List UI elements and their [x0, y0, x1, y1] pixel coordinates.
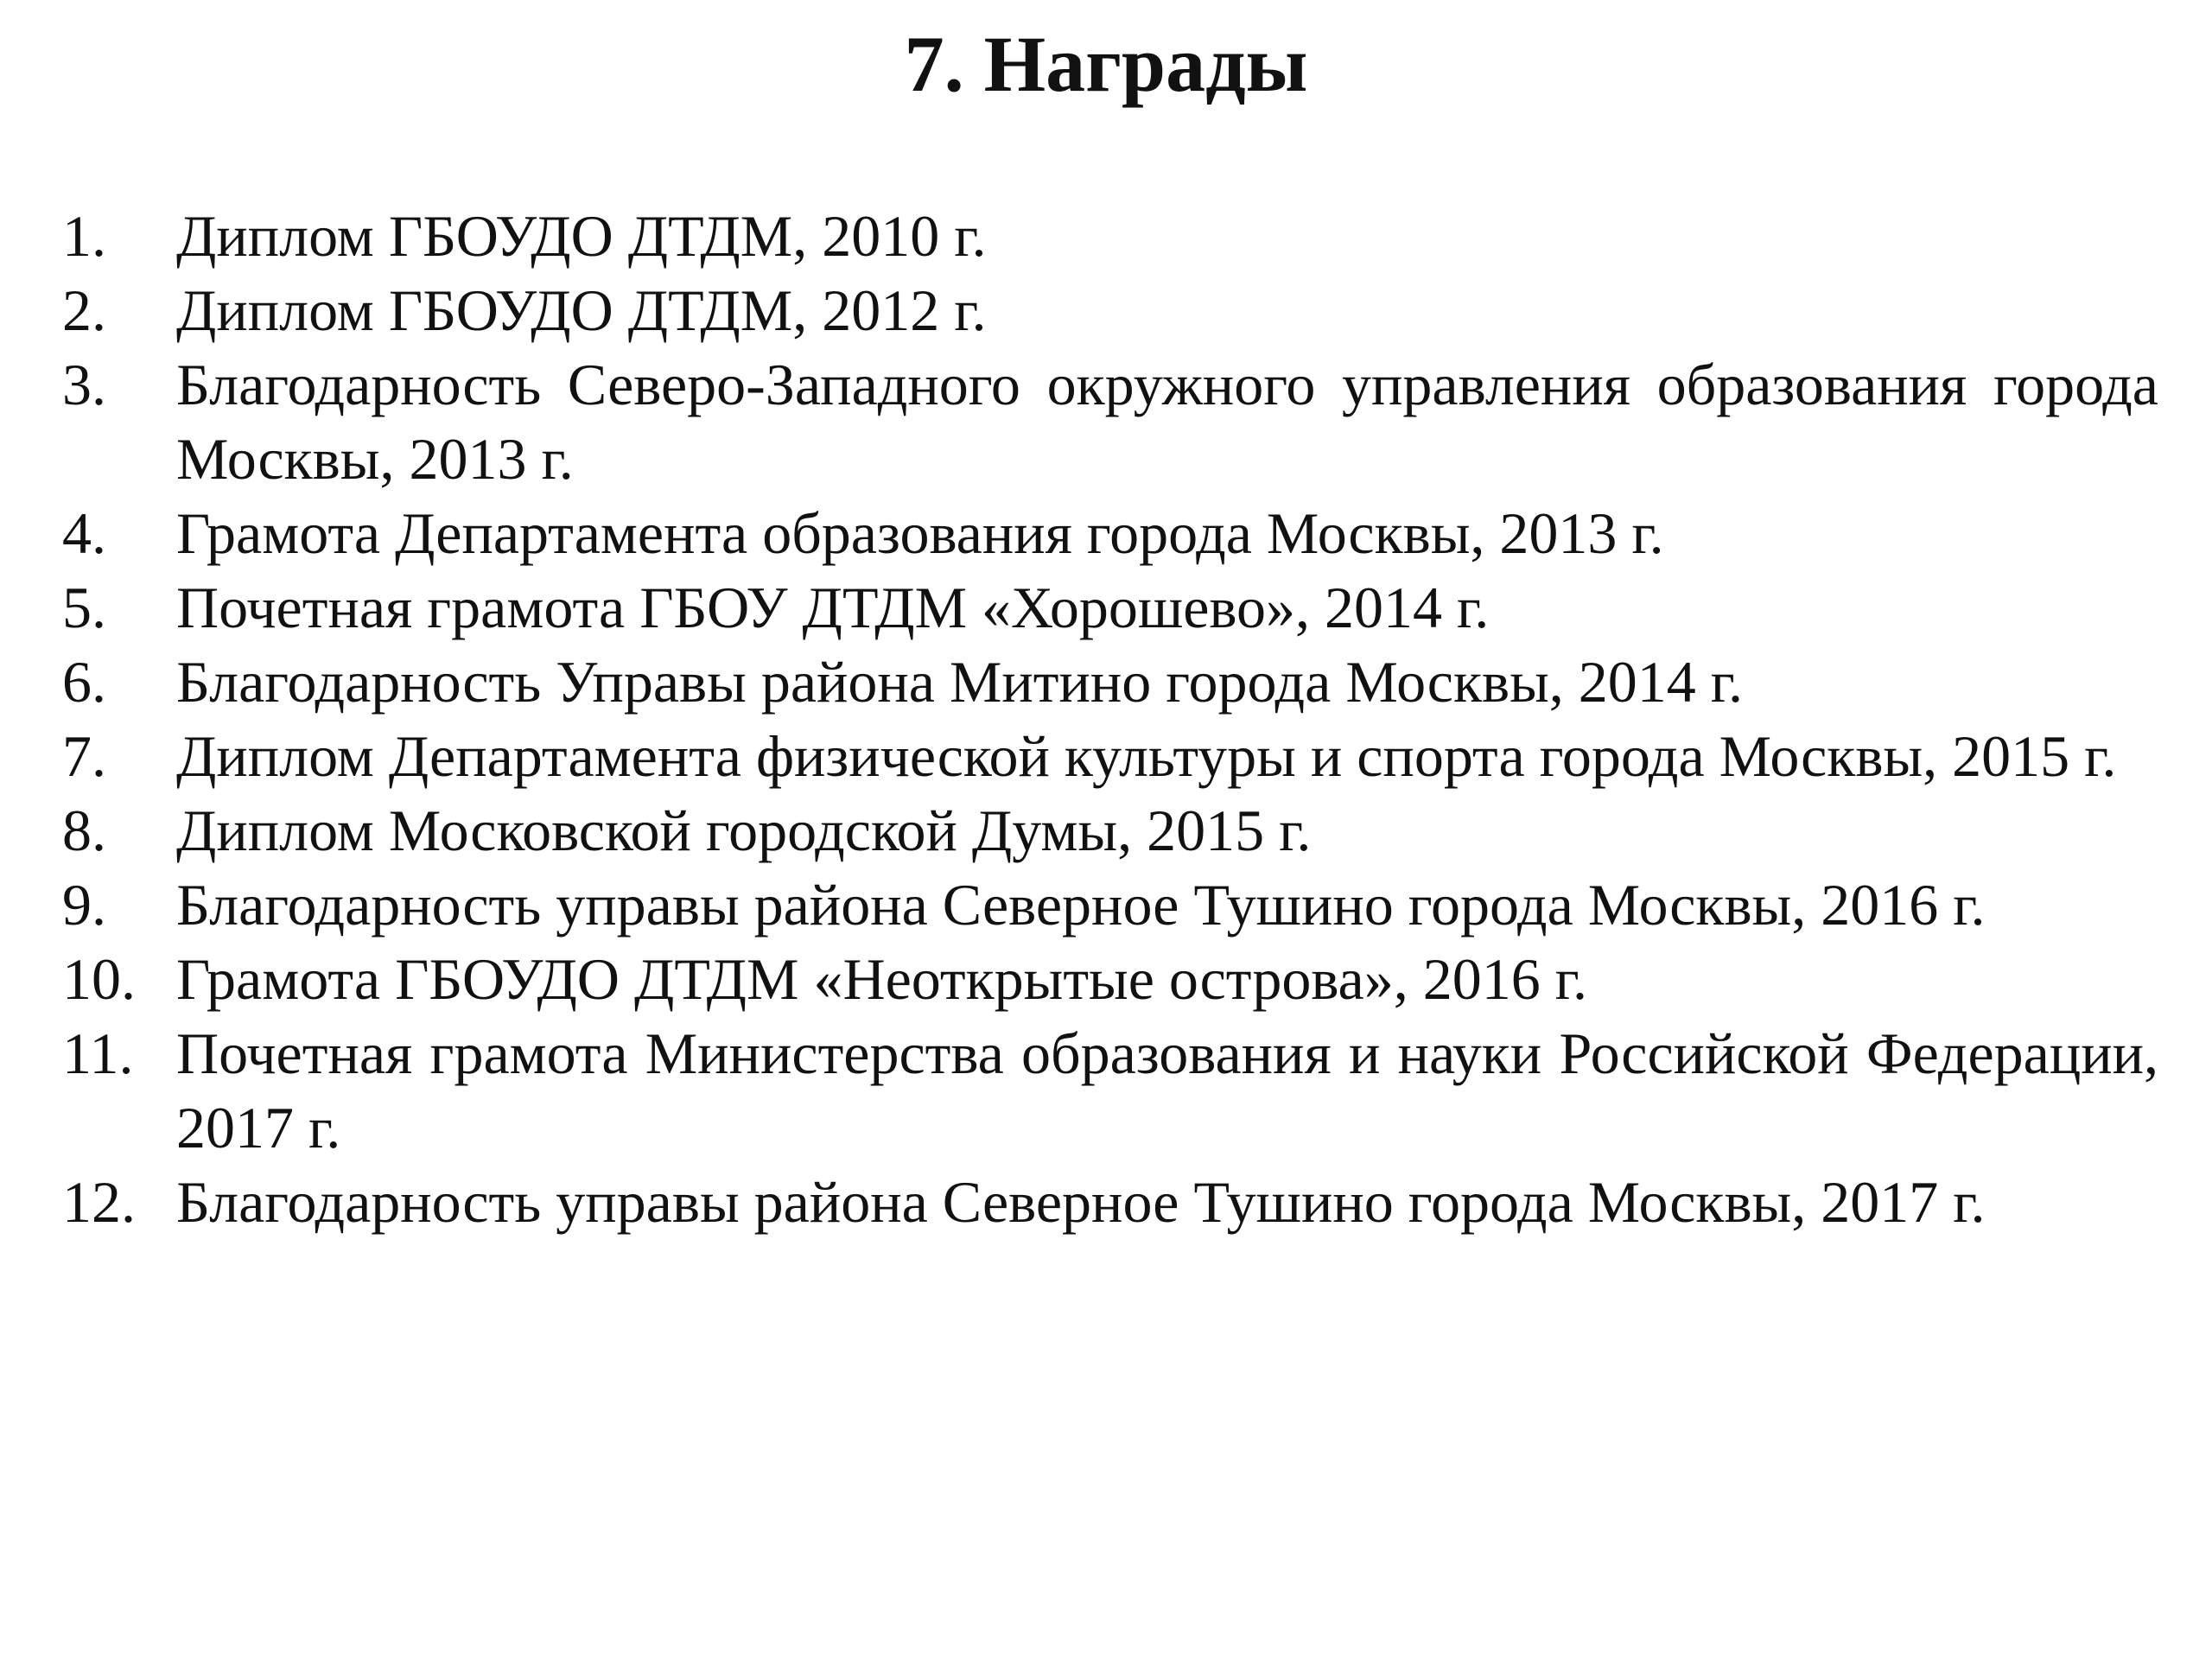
award-text: Благодарность управы района Северное Тушино города Москвы, 2017 г. — [176, 1169, 1986, 1235]
award-number: 3. — [62, 352, 106, 417]
award-item — [62, 645, 2158, 719]
award-item — [62, 868, 2158, 942]
award-item — [62, 199, 2158, 273]
award-number: 6. — [62, 649, 106, 715]
award-item — [62, 942, 2158, 1016]
slide-title: 7. Награды — [904, 20, 1308, 108]
award-text: Диплом Департамента физической культуры и спорта города Москвы, 2015 г. — [176, 723, 2117, 789]
award-item — [62, 1016, 2158, 1165]
award-text: Диплом Московской городской Думы, 2015 г. — [176, 798, 1312, 863]
award-text: Почетная грамота Министерства образования и науки Российской Федерации, 2017 г. — [176, 1020, 2158, 1160]
awards-list — [62, 199, 2158, 1239]
award-text: Диплом ГБОУДО ДТДМ, 2012 г. — [176, 277, 987, 343]
award-text: Грамота Департамента образования города Москвы, 2013 г. — [176, 500, 1664, 566]
award-text: Благодарность Северо-Западного окружного управления образования города Москвы, 2013 г. — [176, 352, 2158, 492]
award-number: 9. — [62, 872, 106, 938]
award-item — [62, 719, 2158, 793]
award-item — [62, 1165, 2158, 1239]
award-text: Благодарность управы района Северное Тушино города Москвы, 2016 г. — [176, 872, 1986, 938]
award-number: 8. — [62, 798, 106, 863]
award-item — [62, 273, 2158, 347]
award-item — [62, 793, 2158, 868]
award-number: 7. — [62, 723, 106, 789]
award-number: 1. — [62, 203, 106, 269]
award-number: 12. — [62, 1169, 136, 1235]
award-text: Почетная грамота ГБОУ ДТДМ «Хорошево», 2014 г. — [176, 575, 1490, 640]
award-number: 11. — [62, 1020, 134, 1086]
award-item — [62, 570, 2158, 645]
award-text: Благодарность Управы района Митино города Москвы, 2014 г. — [176, 649, 1744, 715]
award-number: 10. — [62, 946, 136, 1012]
award-number: 4. — [62, 500, 106, 566]
award-number: 2. — [62, 277, 106, 343]
award-number: 5. — [62, 575, 106, 640]
award-text: Диплом ГБОУДО ДТДМ, 2010 г. — [176, 203, 987, 269]
award-item — [62, 347, 2158, 496]
award-item — [62, 496, 2158, 570]
award-text: Грамота ГБОУДО ДТДМ «Неоткрытые острова», 2016 г. — [176, 946, 1587, 1012]
